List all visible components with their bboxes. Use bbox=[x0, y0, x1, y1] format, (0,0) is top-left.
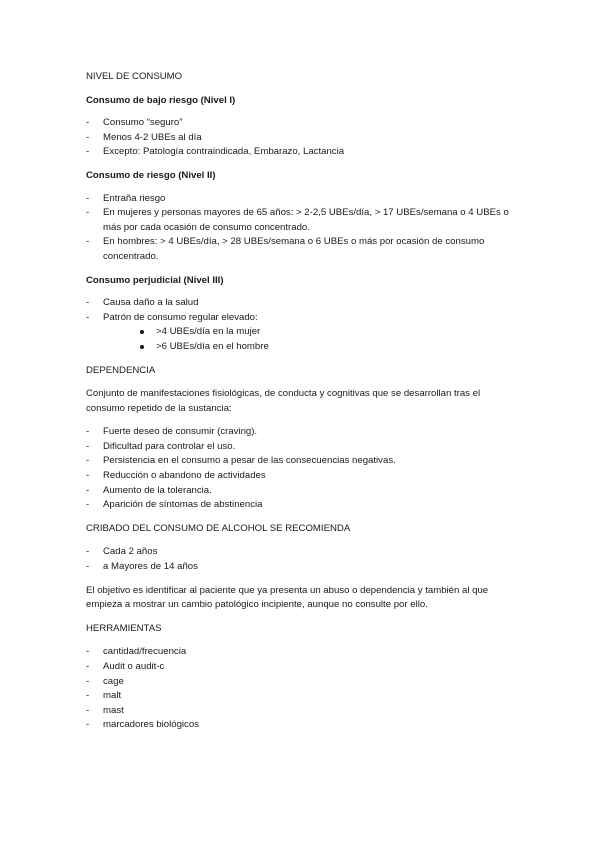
list-cribado bbox=[86, 545, 518, 574]
list-item: - Entraña riesgo bbox=[86, 192, 518, 207]
subsection-title-nivel-1: Consumo de bajo riesgo (Nivel I) bbox=[86, 94, 236, 106]
list-dependencia bbox=[86, 425, 518, 513]
list-item: - Cada 2 años bbox=[86, 545, 518, 560]
list-item-text: Patrón de consumo regular elevado: bbox=[103, 311, 258, 323]
list-item: - Audit o audit-c bbox=[86, 660, 518, 675]
list-item: - mast bbox=[86, 704, 518, 719]
list-item: - cage bbox=[86, 675, 518, 690]
subsection-title-nivel-2: Consumo de riesgo (Nivel II) bbox=[86, 169, 216, 181]
section-title-herramientas: HERRAMIENTAS bbox=[86, 622, 162, 634]
list-item: - malt bbox=[86, 689, 518, 704]
list-item: - En mujeres y personas mayores de 65 años: > 2-2,5 UBEs/día, > 17 UBEs/semana o 4 UBEs o más por cada ocasión de consumo concentrado. bbox=[86, 206, 518, 235]
list-item: - Aparición de síntomas de abstinencia bbox=[86, 498, 518, 513]
list-item: - En hombres: > 4 UBEs/día, > 28 UBEs/semana o 6 UBEs o más por ocasión de consumo concentrado. bbox=[86, 235, 518, 264]
section-title-dependencia: DEPENDENCIA bbox=[86, 364, 156, 376]
list-item: - Menos 4-2 UBEs al día bbox=[86, 131, 518, 146]
section-title-cribado: CRIBADO DEL CONSUMO DE ALCOHOL SE RECOMIENDA bbox=[86, 522, 351, 534]
list-item: - Excepto: Patología contraindicada, Embarazo, Lactancia bbox=[86, 145, 518, 160]
sublist-patron-consumo bbox=[103, 325, 518, 354]
list-item: - Persistencia en el consumo a pesar de las consecuencias negativas. bbox=[86, 454, 518, 469]
list-item: - Causa daño a la salud bbox=[86, 296, 518, 311]
list-nivel-1 bbox=[86, 116, 518, 160]
subsection-title-nivel-3: Consumo perjudicial (Nivel III) bbox=[86, 274, 224, 286]
sublist-item: >4 UBEs/día en la mujer bbox=[140, 325, 518, 340]
section-title-nivel-consumo: NIVEL DE CONSUMO bbox=[86, 71, 183, 82]
list-item: - a Mayores de 14 años bbox=[86, 560, 518, 575]
document-content bbox=[86, 70, 518, 742]
list-nivel-2 bbox=[86, 192, 518, 265]
list-item: - cantidad/frecuencia bbox=[86, 645, 518, 660]
list-item: - Reducción o abandono de actividades bbox=[86, 469, 518, 484]
list-item: - Aumento de la tolerancia. bbox=[86, 484, 518, 499]
list-item: - Fuerte deseo de consumir (craving). bbox=[86, 425, 518, 440]
dependencia-intro: Conjunto de manifestaciones fisiológicas, de conducta y cognitivas que se desarrollan tras el consumo repetido de la sustancia: bbox=[86, 388, 481, 414]
list-item: - marcadores biológicos bbox=[86, 718, 518, 733]
list-herramientas bbox=[86, 645, 518, 733]
list-nivel-3 bbox=[86, 296, 518, 354]
sublist-item: >6 UBEs/día en el hombre bbox=[140, 340, 518, 355]
list-item: - Consumo “seguro” bbox=[86, 116, 518, 131]
cribado-objetivo-paragraph: El objetivo es identificar al paciente que ya presenta un abuso o dependencia y también al que empieza a mostrar un cambio patológico incipiente, aunque no consulte por ello. bbox=[86, 584, 489, 611]
list-item: - Dificultad para controlar el uso. bbox=[86, 440, 518, 455]
list-item bbox=[86, 311, 518, 355]
